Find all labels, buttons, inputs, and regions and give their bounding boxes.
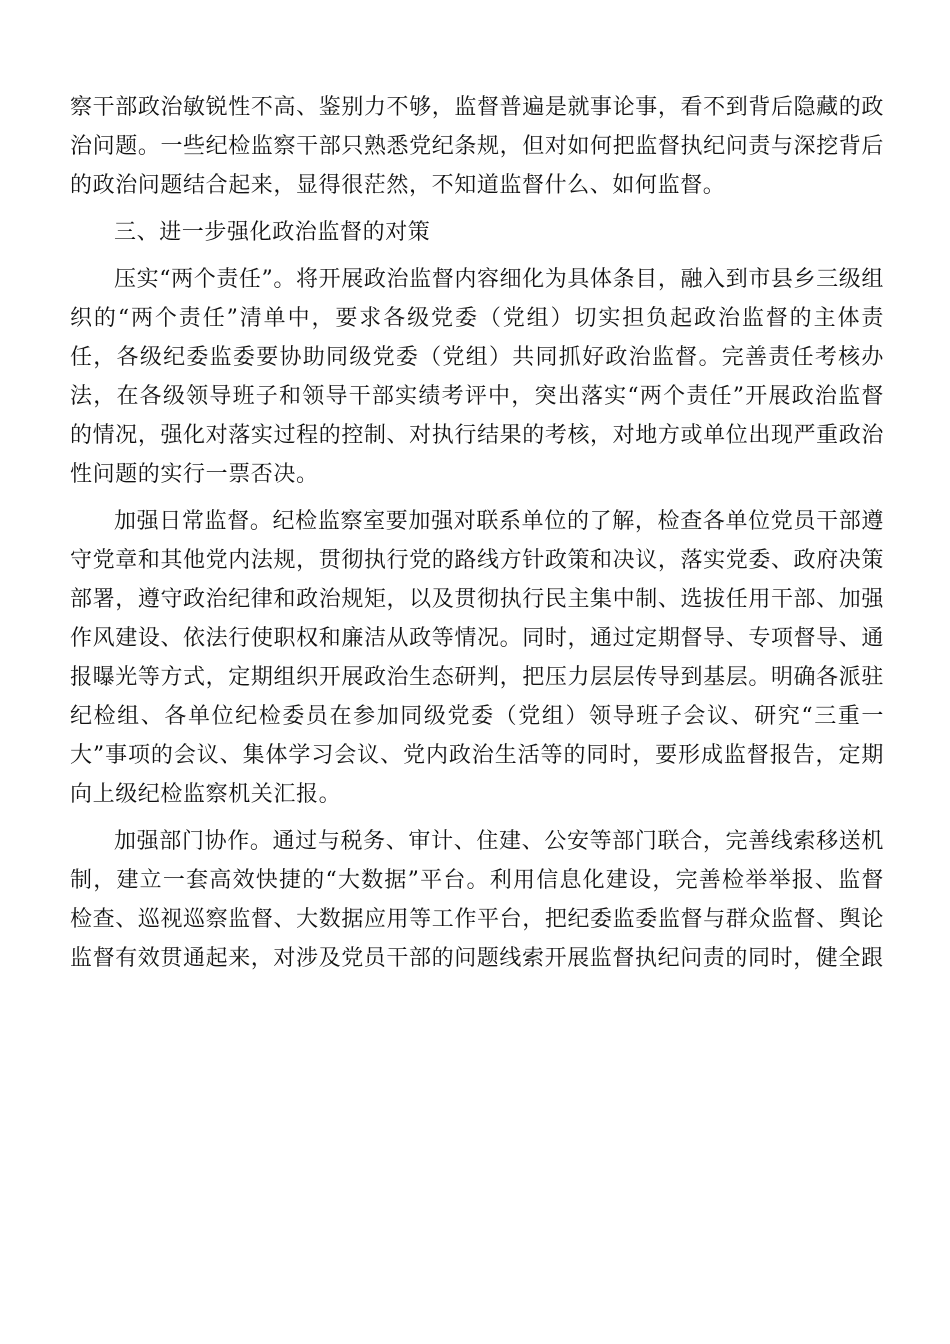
paragraph-department-cooperation: 加强部门协作。通过与税务、审计、住建、公安等部门联合，完善线索移送机制，建立一套高效快捷的“大数据”平台。利用信息化建设，完善检举举报、监督检查、巡视巡察监督、大数据应用等工作平台，把纪委监委监督与群众监督、舆论监督有效贯通起来，对涉及党员干部的问题线索开展监督执纪问责的同时，健全跟 <box>70 829 884 971</box>
paragraph-continuation: 察干部政治敏锐性不高、鉴别力不够，监督普遍是就事论事，看不到背后隐藏的政治问题。一些纪检监察干部只熟悉党纪条规，但对如何把监督执纪问责与深挖背后的政治问题结合起来，显得很茫然，不知道监督什么、如何监督。 <box>70 95 884 198</box>
paragraph-responsibility: 压实“两个责任”。将开展政治监督内容细化为具体条目，融入到市县乡三级组织的“两个责任”清单中，要求各级党委（党组）切实担负起政治监督的主体责任，各级纪委监委要协助同级党委（党组）共同抓好政治监督。完善责任考核办法，在各级领导班子和领导干部实绩考评中，突出落实“两个责任”开展政治监督的情况，强化对落实过程的控制、对执行结果的考核，对地方或单位出现严重政治性问题的实行一票否决。 <box>70 267 884 487</box>
paragraph-daily-supervision: 加强日常监督。纪检监察室要加强对联系单位的了解，检查各单位党员干部遵守党章和其他党内法规，贯彻执行党的路线方针政策和决议，落实党委、政府决策部署，遵守政治纪律和政治规矩，以及贯彻执行民主集中制、选拔任用干部、加强作风建设、依法行使职权和廉洁从政等情况。同时，通过定期督导、专项督导、通报曝光等方式，定期组织开展政治生态研判，把压力层层传导到基层。明确各派驻纪检组、各单位纪检委员在参加同级党委（党组）领导班子会议、研究“三重一大”事项的会议、集体学习会议、党内政治生活等的同时，要形成监督报告，定期向上级纪检监察机关汇报。 <box>70 509 884 807</box>
section-heading: 三、进一步强化政治监督的对策 <box>114 220 431 245</box>
document-body <box>70 88 884 978</box>
